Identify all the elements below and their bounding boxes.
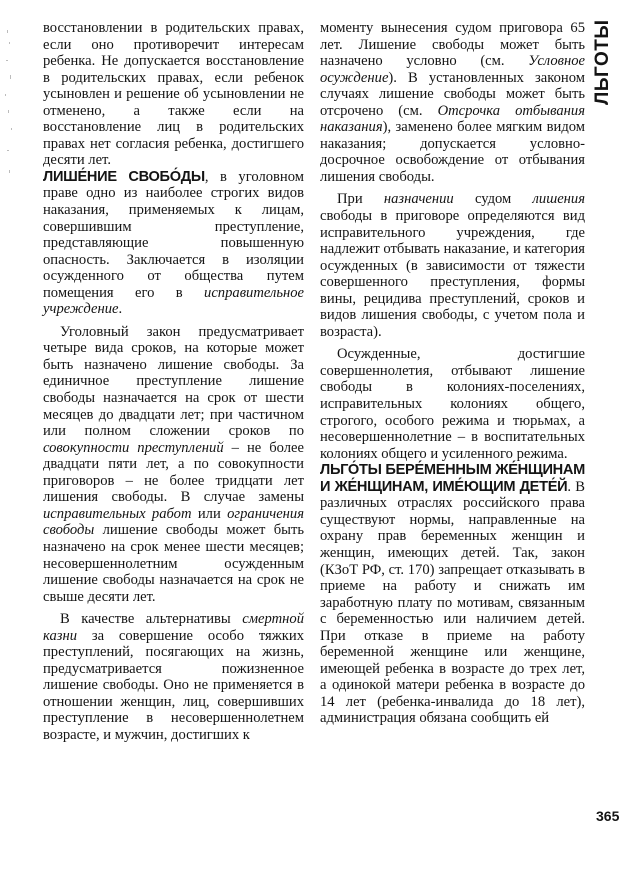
paragraph: Осужденные, достигшие совершеннолетия, отбывают лишение свободы в колониях-поселениях, исправительных колониях общего, строгого, особого режима и тюрьмах, а несовершеннолетние – в воспитательных колониях общего и усиленного режима.: [320, 346, 585, 462]
right-column: [320, 20, 585, 727]
cross-reference[interactable]: Условное осуждение: [320, 53, 585, 86]
cross-reference[interactable]: назначении: [383, 191, 454, 208]
cross-reference[interactable]: исправительных работ: [43, 505, 192, 522]
left-column: [43, 20, 304, 744]
cross-reference[interactable]: исправительное учреждение: [43, 284, 304, 318]
entry-heading: ЛЬГО́ТЫ БЕРЕ́МЕННЫМ ЖЕ́НЩИНАМ И ЖЕ́НЩИНАМ, ИМЕ́ЮЩИМ ДЕТЕ́Й: [320, 462, 585, 495]
paragraph: При назначении судом лишения свободы в приговоре определяются вид исправительного учреждения, где надлежит отбывать наказание, и категория осужденных (в зависимости от тяжести совершенного преступления, формы вины, рецидива преступлений, сроков и видов лишения свободы, с учетом пола и возраста).: [320, 191, 586, 340]
entry-lgoty: ЛЬГО́ТЫ БЕРЕ́МЕННЫМ ЖЕ́НЩИНАМ И ЖЕ́НЩИНАМ, ИМЕ́ЮЩИМ ДЕТЕ́Й. В различных отраслях российского права существуют нормы, направленные на охрану прав беременных женщин и женщин, имеющих детей. Так, закон (КЗоТ РФ, ст. 170) запрещает отказывать в приеме на работу и снижать им заработную плату по мотивам, связанным с беременностью или наличием детей. При отказе в приеме на работу беременной женщине или женщине, имеющей ребенка в возрасте до трех лет, а одинокой матери ребенка в возрасте до 14 лет (ребенка-инвалида до 18 лет), администрация обязана сообщить ей: [320, 462, 586, 727]
running-head-title: ЛЬГОТЫ: [592, 20, 613, 106]
entry-heading: ЛИШЕ́НИЕ СВОБО́ДЫ: [43, 168, 205, 185]
cross-reference[interactable]: смертной казни: [43, 611, 304, 644]
cross-reference[interactable]: ограничения свободы: [43, 505, 305, 539]
paragraph: восстановлении в родительских правах, если оно противоречит интересам ребенка. Не допускается восстановление в родительских правах, если ребенок усыновлен и решение об усыновлении не отменено, а также если на восстановление лиц в родительских правах нет согласия ребенка, достигшего десяти лет.: [43, 20, 304, 169]
cross-reference[interactable]: совокупности преступлений: [43, 439, 224, 456]
paragraph: Уголовный закон предусматривает четыре вида сроков, на которые может быть назначено лишение свободы. За единичное преступление лишение свободы назначается на срок от шести месяцев до двадцати лет; при частичном или полном сложении сроков по совокупности преступлений – не более двадцати пяти лет, а по совокупности приговоров – не более тридцати лет лишения свободы. В случае замены исправительных работ или ограничения свободы лишение свободы может быть назначено на срок менее шести месяцев; несовершеннолетним осужденным лишение свободы назначается на срок не свыше десяти лет.: [43, 323, 305, 605]
cross-reference[interactable]: лишения: [532, 191, 586, 208]
paragraph: В качестве альтернативы смертной казни за совершение особо тяжких преступлений, посягающих на жизнь, предусматривается пожизненное лишение свободы. Оно не применяется в отношении женщин, лиц, совершивших преступление в несовершеннолетнем возрасте, и мужчин, достигших к: [43, 611, 304, 743]
entry-lishenie-svobody: ЛИШЕ́НИЕ СВОБО́ДЫ, в уголовном праве одно из наиболее строгих видов наказания, применяемых к лицам, совершившим преступление, представляющие повышенную опасность. Заключается в изоляции осужденного от общества путем помещения его в исправительное учреждение.: [43, 168, 304, 318]
paragraph: моменту вынесения судом приговора 65 лет. Лишение свободы может быть назначено условно (см. Условное осуждение). В установленных законом случаях лишение свободы может быть отсрочено (см. Отсрочка отбывания наказания), заменено более мягким видом наказания; допускается условно-досрочное освобождение от отбывания лишения свободы.: [320, 20, 585, 185]
page-number: 365: [596, 808, 620, 824]
cross-reference[interactable]: Отсрочка отбывания наказания: [320, 102, 585, 136]
scan-margin-specks: [2, 20, 14, 190]
